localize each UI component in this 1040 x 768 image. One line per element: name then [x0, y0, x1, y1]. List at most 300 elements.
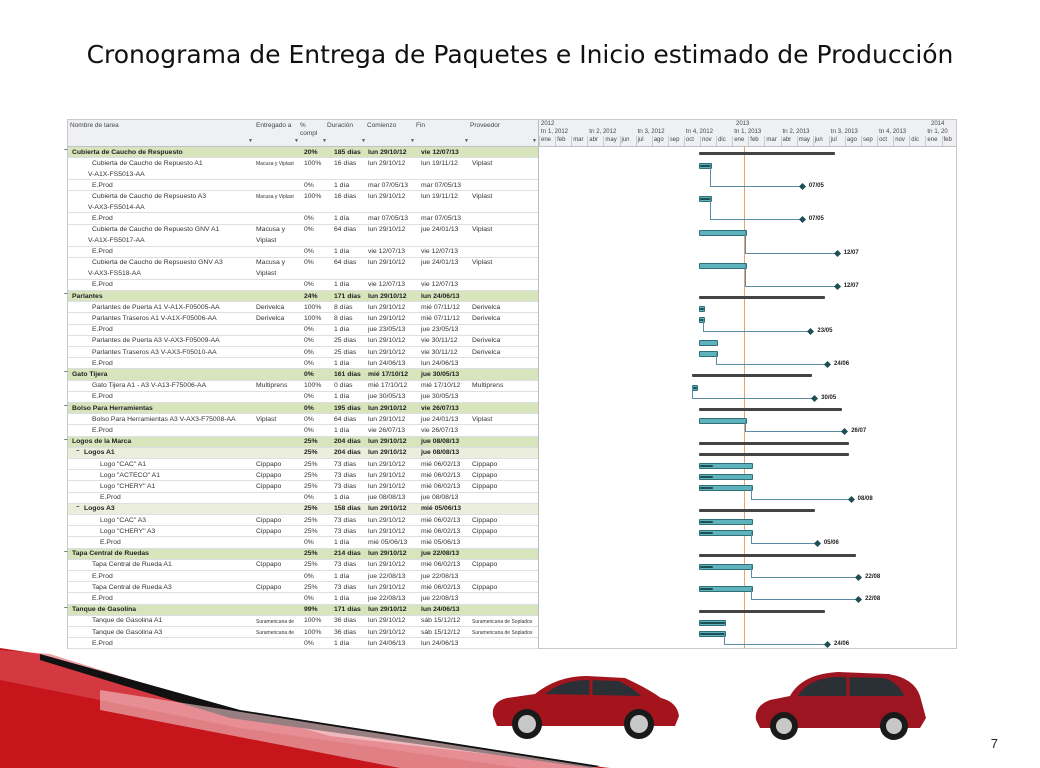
- task-name-cell: Logos A3: [84, 505, 115, 513]
- timescale-quarter: trı 1, 20: [927, 129, 948, 135]
- task-name-cell: E.Prod: [92, 594, 113, 602]
- duration-cell: 73 días: [334, 482, 357, 490]
- end-date-cell: mié 06/02/13: [421, 527, 461, 535]
- timescale-month: may: [605, 137, 617, 143]
- task-bar[interactable]: [699, 306, 705, 312]
- delivered-to-cell: Macusa y Viplast: [256, 161, 294, 168]
- percent-complete-cell: 25%: [304, 550, 318, 558]
- summary-bar[interactable]: [699, 554, 856, 557]
- summary-bar[interactable]: [699, 442, 849, 445]
- milestone-label: 30/05: [821, 394, 837, 401]
- percent-complete-cell: 25%: [304, 460, 318, 468]
- task-name-cell: Gato Tijera A1 - A3 V-A13-F75006-AA: [92, 382, 207, 390]
- delivered-to-cell: Cippapo: [256, 516, 282, 524]
- summary-bar[interactable]: [699, 610, 825, 613]
- milestone-diamond[interactable]: [855, 574, 862, 581]
- end-date-cell: mié 06/02/13: [421, 471, 461, 479]
- timescale-quarter: trı 1, 2013: [734, 129, 762, 135]
- task-row[interactable]: [68, 180, 538, 191]
- delivered-to-cell: Viplast: [256, 415, 277, 423]
- collapse-toggle-icon[interactable]: ⁻: [64, 404, 68, 411]
- end-date-cell: jue 30/05/13: [421, 370, 460, 378]
- task-name-cell: Cubierta de Caucho de Repuesto A1: [92, 159, 203, 167]
- milestone-diamond[interactable]: [811, 395, 818, 402]
- task-name-cell: Bolso Para Herramientas A3 V-AX3-F75008-AA: [92, 415, 236, 423]
- summary-bar[interactable]: [699, 453, 849, 456]
- task-bar[interactable]: [699, 340, 718, 346]
- collapse-toggle-icon[interactable]: ⁻: [64, 549, 68, 557]
- percent-complete-cell: 100%: [304, 314, 322, 322]
- task-row[interactable]: [68, 582, 538, 593]
- task-row[interactable]: [68, 515, 538, 526]
- task-bar[interactable]: [699, 519, 753, 525]
- start-date-cell: lun 29/10/12: [368, 449, 407, 457]
- timescale-month: feb: [557, 137, 566, 143]
- percent-complete-cell: 0%: [304, 248, 314, 256]
- end-date-cell: sáb 15/12/12: [421, 617, 461, 625]
- milestone-diamond[interactable]: [824, 361, 831, 368]
- percent-complete-cell: 0%: [304, 426, 314, 434]
- collapse-toggle-icon[interactable]: ⁻: [64, 148, 68, 155]
- task-row[interactable]: [68, 414, 538, 425]
- start-date-cell: lun 29/10/12: [368, 438, 407, 446]
- delivered-to-cell: Cippapo: [256, 583, 282, 591]
- duration-cell: 73 días: [334, 471, 357, 479]
- end-date-cell: lun 19/11/12: [421, 159, 458, 167]
- percent-complete-cell: 0%: [304, 214, 314, 222]
- task-code-cell: V-A1X-FS5017-AA: [88, 237, 145, 245]
- milestone-diamond[interactable]: [814, 540, 821, 547]
- start-date-cell: lun 29/10/12: [368, 516, 406, 524]
- end-date-cell: jue 22/08/13: [421, 594, 459, 602]
- task-row[interactable]: [68, 481, 538, 492]
- task-bar[interactable]: [699, 631, 726, 637]
- task-row[interactable]: [68, 526, 538, 537]
- delivered-to-cell: Derivelca: [256, 314, 285, 322]
- summary-task-row[interactable]: [64, 605, 538, 616]
- dependency-link: [692, 387, 813, 399]
- task-name-cell: Cubierta de Caucho de Repsuesto GNV A3: [92, 259, 223, 267]
- milestone-diamond[interactable]: [799, 183, 806, 190]
- filter-arrow-icon[interactable]: ▼: [322, 138, 327, 144]
- start-date-cell: lun 29/10/12: [368, 159, 406, 167]
- start-date-cell: jue 30/05/13: [368, 393, 406, 401]
- start-date-cell: mié 05/06/13: [368, 538, 408, 546]
- end-date-cell: mié 17/10/12: [421, 382, 461, 390]
- slide-number: 7: [990, 736, 998, 751]
- percent-complete-cell: 20%: [304, 148, 318, 156]
- start-date-cell: lun 24/06/13: [368, 639, 406, 647]
- task-name-cell: E.Prod: [92, 572, 113, 580]
- end-date-cell: lun 19/11/12: [421, 192, 458, 200]
- task-row[interactable]: [68, 571, 538, 582]
- percent-complete-cell: 25%: [304, 583, 318, 591]
- progress-bar: [700, 487, 713, 489]
- filter-arrow-icon[interactable]: ▼: [361, 138, 366, 144]
- milestone-diamond[interactable]: [834, 283, 841, 290]
- start-date-cell: vie 12/07/13: [368, 248, 406, 256]
- filter-arrow-icon[interactable]: ▼: [294, 138, 299, 144]
- percent-complete-cell: 0%: [304, 594, 314, 602]
- timescale-month: feb: [943, 137, 952, 143]
- percent-complete-cell: 100%: [304, 159, 322, 167]
- collapse-toggle-icon[interactable]: ⁻: [64, 437, 68, 445]
- task-name-cell: E.Prod: [92, 248, 113, 256]
- timescale-month: ago: [846, 137, 857, 143]
- supplier-cell: Cippapo: [472, 583, 498, 591]
- milestone-label: 12/07: [843, 249, 859, 256]
- percent-complete-cell: 25%: [304, 471, 318, 479]
- progress-bar: [700, 532, 713, 534]
- task-row[interactable]: [68, 325, 538, 336]
- task-row[interactable]: [68, 358, 538, 369]
- task-row[interactable]: [68, 425, 538, 436]
- duration-cell: 73 días: [334, 561, 357, 569]
- end-date-cell: vie 26/07/13: [421, 404, 459, 412]
- task-row[interactable]: [68, 258, 538, 280]
- task-bar[interactable]: [699, 620, 726, 626]
- duration-cell: 1 día: [334, 181, 350, 189]
- timescale-quarter: trı 2, 2012: [589, 129, 617, 135]
- duration-cell: 171 días: [334, 606, 361, 614]
- start-date-cell: lun 29/10/12: [368, 314, 406, 322]
- header-task-name[interactable]: Nombre de tarea: [70, 122, 119, 129]
- percent-complete-cell: 0%: [304, 281, 314, 289]
- task-row[interactable]: [68, 470, 538, 481]
- task-name-cell: Tanque de Gasolina A3: [92, 628, 163, 636]
- percent-complete-cell: 24%: [304, 292, 318, 300]
- timescale-month: jul: [637, 137, 644, 143]
- dependency-link: [745, 420, 844, 432]
- progress-bar: [700, 465, 713, 467]
- task-bar[interactable]: [699, 485, 753, 491]
- duration-cell: 1 día: [334, 538, 350, 546]
- percent-complete-cell: 0%: [304, 259, 314, 267]
- supplier-cell: Viplast: [472, 226, 493, 234]
- task-row[interactable]: [68, 627, 538, 638]
- delivered-to-cell: Suramericana de: [256, 630, 295, 636]
- dependency-link: [745, 264, 836, 287]
- supplier-cell: Derivelca: [472, 348, 501, 356]
- task-bar[interactable]: [699, 474, 753, 480]
- start-date-cell: lun 29/10/12: [368, 617, 406, 625]
- end-date-cell: jue 30/05/13: [421, 393, 459, 401]
- percent-complete-cell: 25%: [304, 438, 318, 446]
- collapse-toggle-icon[interactable]: ⁻: [64, 370, 68, 378]
- collapse-toggle-icon[interactable]: ⁻: [64, 292, 68, 299]
- milestone-label: 07/05: [808, 216, 824, 223]
- summary-task-row[interactable]: [64, 369, 538, 380]
- summary-bar[interactable]: [699, 152, 835, 155]
- supplier-cell: Viplast: [472, 192, 493, 200]
- task-name-cell: Parlantes Traseros A3 V-AX3-F05010-AA: [92, 348, 217, 356]
- collapse-toggle-icon[interactable]: ⁻: [76, 504, 80, 512]
- end-date-cell: vie 12/07/13: [421, 248, 459, 256]
- task-row[interactable]: [68, 459, 538, 470]
- start-date-cell: mar 07/05/13: [368, 181, 409, 189]
- task-name-cell: Tanque de Gasolina A1: [92, 617, 163, 625]
- percent-complete-cell: 25%: [304, 516, 318, 524]
- start-date-cell: jue 22/08/13: [368, 594, 406, 602]
- start-date-cell: jue 23/05/13: [368, 326, 406, 334]
- supplier-cell: Suramericana de Soplados: [472, 630, 533, 636]
- task-name-cell: Parlantes Traseros A1 V-A1X-F05006-AA: [92, 314, 217, 322]
- header-supplier[interactable]: Proveedor: [470, 122, 500, 129]
- header-duration[interactable]: Duración: [327, 122, 354, 129]
- duration-cell: 1 día: [334, 359, 350, 367]
- percent-complete-cell: 0%: [304, 181, 314, 189]
- gantt-chart: [539, 120, 956, 648]
- task-row[interactable]: [68, 191, 538, 213]
- task-name-cell: Logos de la Marca: [72, 438, 132, 446]
- task-name-cell: Cubierta de Caucho de Repuesto GNV A1: [92, 226, 220, 234]
- duration-cell: 8 días: [334, 314, 353, 322]
- red-hatchback-car-image: [748, 666, 932, 744]
- start-date-cell: lun 29/10/12: [368, 259, 406, 267]
- timescale-quarter: trı 1, 2012: [541, 129, 569, 135]
- timescale-year: 2013: [736, 121, 750, 127]
- end-date-cell: mié 06/02/13: [421, 516, 461, 524]
- task-row[interactable]: [68, 247, 538, 258]
- task-row[interactable]: [68, 347, 538, 358]
- milestone-diamond[interactable]: [841, 428, 848, 435]
- start-date-cell: vie 26/07/13: [368, 426, 406, 434]
- task-name-cell: Tapa Central de Rueda A1: [92, 561, 172, 569]
- task-bar[interactable]: [699, 463, 753, 469]
- duration-cell: 214 días: [334, 550, 361, 558]
- timescale-month: jun: [621, 137, 630, 143]
- timescale-month: abr: [589, 137, 598, 143]
- timescale-quarter: trı 3, 2013: [830, 129, 858, 135]
- start-date-cell: lun 29/10/12: [368, 471, 406, 479]
- milestone-diamond[interactable]: [807, 328, 814, 335]
- duration-cell: 25 días: [334, 348, 357, 356]
- task-row[interactable]: [68, 225, 538, 247]
- end-date-cell: jue 24/01/13: [421, 259, 459, 267]
- delivered-to-cell: Viplast: [256, 237, 277, 245]
- start-date-cell: lun 29/10/12: [368, 292, 407, 300]
- start-date-cell: lun 29/10/12: [368, 628, 406, 636]
- end-date-cell: mié 05/06/13: [421, 505, 462, 513]
- task-row[interactable]: [68, 336, 538, 347]
- task-bar[interactable]: [699, 564, 753, 570]
- duration-cell: 158 días: [334, 505, 361, 513]
- header-percent-complete[interactable]: % compl: [300, 122, 318, 137]
- milestone-label: 24/06: [834, 641, 850, 648]
- percent-complete-cell: 0%: [304, 359, 314, 367]
- supplier-cell: Cippapo: [472, 516, 498, 524]
- duration-cell: 73 días: [334, 527, 357, 535]
- delivered-to-cell: Cippapo: [256, 460, 282, 468]
- percent-complete-cell: 0%: [304, 337, 314, 345]
- task-bar[interactable]: [699, 418, 747, 424]
- task-name-cell: E.Prod: [92, 639, 113, 647]
- start-date-cell: lun 29/10/12: [368, 148, 407, 156]
- task-row[interactable]: [68, 158, 538, 180]
- percent-complete-cell: 100%: [304, 303, 322, 311]
- duration-cell: 185 días: [334, 148, 361, 156]
- end-date-cell: jue 24/01/13: [421, 415, 459, 423]
- duration-cell: 1 día: [334, 426, 350, 434]
- duration-cell: 1 día: [334, 594, 350, 602]
- summary-task-row[interactable]: [64, 147, 538, 158]
- summary-task-row[interactable]: [64, 437, 538, 448]
- task-bar[interactable]: [699, 586, 753, 592]
- duration-cell: 195 días: [334, 404, 361, 412]
- end-date-cell: lun 24/06/13: [421, 359, 459, 367]
- timescale-month: nov: [702, 137, 712, 143]
- task-row[interactable]: [68, 616, 538, 627]
- task-name-cell: Cubierta de Caucho de Respuesto: [72, 148, 183, 156]
- end-date-cell: vie 12/07/13: [421, 148, 459, 156]
- timescale-month: oct: [685, 137, 694, 143]
- end-date-cell: mié 07/11/12: [421, 314, 460, 322]
- percent-complete-cell: 0%: [304, 326, 314, 334]
- filter-arrow-icon[interactable]: ▼: [248, 138, 253, 144]
- duration-cell: 1 día: [334, 572, 350, 580]
- header-delivered-to[interactable]: Entregado a: [256, 122, 292, 129]
- delivered-to-cell: Macusa y: [256, 226, 286, 234]
- delivered-to-cell: Cippapo: [256, 471, 282, 479]
- task-row[interactable]: [68, 593, 538, 604]
- task-row[interactable]: [68, 493, 538, 504]
- start-date-cell: lun 29/10/12: [368, 192, 406, 200]
- end-date-cell: jue 24/01/13: [421, 226, 459, 234]
- milestone-diamond[interactable]: [799, 216, 806, 223]
- task-name-cell: E.Prod: [92, 359, 113, 367]
- task-row[interactable]: [68, 537, 538, 548]
- task-name-cell: E.Prod: [92, 426, 113, 434]
- collapse-toggle-icon[interactable]: ⁻: [76, 448, 80, 456]
- task-row[interactable]: [68, 392, 538, 403]
- duration-cell: 16 días: [334, 159, 357, 167]
- percent-complete-cell: 99%: [304, 606, 318, 614]
- duration-cell: 1 día: [334, 393, 350, 401]
- task-name-cell: Tapa Central de Ruedas: [72, 550, 149, 558]
- task-name-cell: E.Prod: [92, 281, 113, 289]
- milestone-label: 12/07: [843, 282, 859, 289]
- summary-task-row[interactable]: [64, 403, 538, 414]
- filter-arrow-icon[interactable]: ▼: [410, 138, 415, 144]
- red-sedan-car-image: [487, 664, 685, 744]
- summary-task-row[interactable]: [68, 448, 538, 459]
- end-date-cell: mar 07/05/13: [421, 214, 462, 222]
- progress-bar: [700, 633, 725, 635]
- timescale-month: ene: [541, 137, 552, 143]
- dependency-link: [703, 319, 809, 331]
- start-date-cell: lun 29/10/12: [368, 527, 406, 535]
- task-name-cell: Bolso Para Herramientas: [72, 404, 153, 412]
- task-name-cell: Logo "CHERY" A3: [100, 527, 156, 535]
- summary-bar[interactable]: [699, 408, 842, 411]
- duration-cell: 64 días: [334, 259, 357, 267]
- task-row[interactable]: [68, 381, 538, 392]
- filter-arrow-icon[interactable]: ▼: [532, 138, 537, 144]
- delivered-to-cell: Macusa y Viplast: [256, 194, 294, 201]
- delivered-to-cell: Cippapo: [256, 561, 282, 569]
- dependency-link: [751, 487, 850, 499]
- timescale-year: 2014: [931, 121, 945, 127]
- task-name-cell: Logo "CHERY" A1: [100, 482, 156, 490]
- duration-cell: 161 días: [334, 370, 361, 378]
- percent-complete-cell: 0%: [304, 494, 314, 502]
- end-date-cell: mié 06/02/13: [421, 583, 461, 591]
- timescale-month: jul: [830, 137, 837, 143]
- percent-complete-cell: 25%: [304, 561, 318, 569]
- end-date-cell: vie 30/11/12: [421, 337, 458, 345]
- timescale-month: ago: [653, 137, 664, 143]
- start-date-cell: vie 12/07/13: [368, 281, 406, 289]
- timescale-month: feb: [750, 137, 759, 143]
- percent-complete-cell: 100%: [304, 617, 322, 625]
- duration-cell: 73 días: [334, 583, 357, 591]
- header-end[interactable]: Fin: [416, 122, 426, 129]
- task-row[interactable]: [68, 560, 538, 571]
- dependency-link: [751, 566, 857, 578]
- milestone-diamond[interactable]: [824, 641, 831, 648]
- summary-bar[interactable]: [699, 509, 815, 512]
- milestone-label: 08/08: [857, 495, 873, 502]
- header-start[interactable]: Comienzo: [367, 122, 397, 129]
- summary-bar[interactable]: [692, 374, 812, 377]
- summary-task-row[interactable]: [68, 504, 538, 515]
- timescale-quarter: trı 3, 2012: [637, 129, 665, 135]
- project-schedule: [64, 119, 957, 649]
- task-bar[interactable]: [699, 230, 747, 236]
- start-date-cell: lun 29/10/12: [368, 561, 406, 569]
- delivered-to-cell: Derivelca: [256, 303, 285, 311]
- task-bar[interactable]: [699, 263, 747, 269]
- start-date-cell: mié 17/10/12: [368, 382, 408, 390]
- duration-cell: 36 días: [334, 628, 357, 636]
- milestone-label: 24/06: [834, 361, 850, 368]
- task-row[interactable]: [68, 302, 538, 313]
- percent-complete-cell: 0%: [304, 404, 314, 412]
- milestone-label: 26/07: [851, 428, 867, 435]
- summary-bar[interactable]: [699, 296, 825, 299]
- timescale-month: nov: [895, 137, 905, 143]
- task-row[interactable]: [68, 280, 538, 291]
- duration-cell: 73 días: [334, 516, 357, 524]
- filter-arrow-icon[interactable]: ▼: [464, 138, 469, 144]
- duration-cell: 171 días: [334, 292, 361, 300]
- duration-cell: 16 días: [334, 192, 357, 200]
- milestone-diamond[interactable]: [855, 596, 862, 603]
- start-date-cell: lun 29/10/12: [368, 460, 406, 468]
- supplier-cell: Viplast: [472, 415, 493, 423]
- task-row[interactable]: [68, 313, 538, 324]
- supplier-cell: Cippapo: [472, 561, 498, 569]
- task-name-cell: E.Prod: [100, 538, 121, 546]
- task-name-cell: Parlantes de Puerta A3 V-AX3-F05009-AA: [92, 337, 220, 345]
- task-table-header: [68, 120, 538, 147]
- start-date-cell: lun 29/10/12: [368, 550, 407, 558]
- duration-cell: 64 días: [334, 415, 357, 423]
- collapse-toggle-icon[interactable]: ⁻: [64, 605, 68, 613]
- task-name-cell: Parlantes: [72, 292, 103, 300]
- task-name-cell: Tapa Central de Rueda A3: [92, 583, 172, 591]
- supplier-cell: Viplast: [472, 259, 493, 267]
- duration-cell: 36 días: [334, 617, 357, 625]
- timescale-quarter: trı 2, 2013: [782, 129, 810, 135]
- milestone-label: 23/05: [817, 327, 833, 334]
- task-row[interactable]: [68, 213, 538, 224]
- summary-task-row[interactable]: [64, 549, 538, 560]
- summary-task-row[interactable]: [64, 291, 538, 302]
- percent-complete-cell: 100%: [304, 628, 322, 636]
- task-bar[interactable]: [699, 530, 753, 536]
- duration-cell: 0 días: [334, 382, 353, 390]
